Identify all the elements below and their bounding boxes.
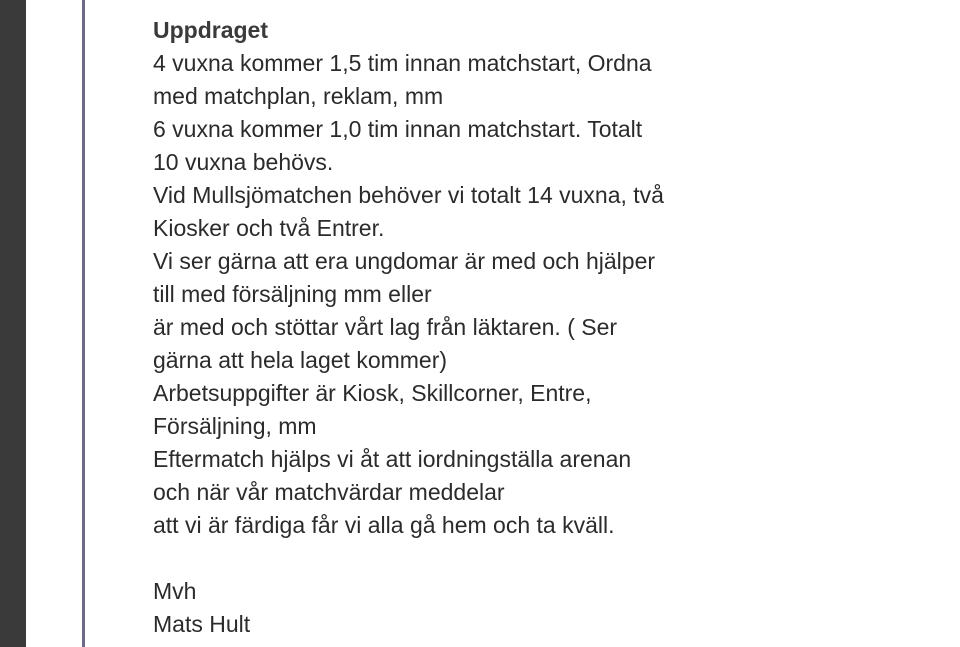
message-line: Eftermatch hjälps vi åt att iordningställa arenan <box>153 446 632 472</box>
message-line: 4 vuxna kommer 1,5 tim innan matchstart, Ordna <box>153 50 652 76</box>
message-line: Kiosker och två Entrer. <box>153 215 385 241</box>
message-body <box>153 14 913 641</box>
blank-line <box>153 542 913 575</box>
message-line: och när vår matchvärdar meddelar <box>153 479 505 505</box>
greeting: Mvh <box>153 578 197 604</box>
quote-divider-line <box>82 0 85 647</box>
message-line: Arbetsuppgifter är Kiosk, Skillcorner, Entre, <box>153 380 592 406</box>
window-edge-bar <box>0 0 26 647</box>
margin-gap <box>26 0 82 647</box>
message-line: Vid Mullsjömatchen behöver vi totalt 14 vuxna, två <box>153 182 664 208</box>
message-line: att vi är färdiga får vi alla gå hem och ta kväll. <box>153 512 615 538</box>
message-line: 6 vuxna kommer 1,0 tim innan matchstart. Totalt <box>153 116 643 142</box>
message-heading: Uppdraget <box>153 17 268 43</box>
message-line: gärna att hela laget kommer) <box>153 347 448 373</box>
message-line: är med och stöttar vårt lag från läktaren. ( Ser <box>153 314 618 340</box>
message-line: med matchplan, reklam, mm <box>153 83 444 109</box>
message-line: 10 vuxna behövs. <box>153 149 334 175</box>
signature: Mats Hult <box>153 611 251 637</box>
message-line: till med försäljning mm eller <box>153 281 432 307</box>
message-line: Vi ser gärna att era ungdomar är med och hjälper <box>153 248 656 274</box>
message-line: Försäljning, mm <box>153 413 317 439</box>
